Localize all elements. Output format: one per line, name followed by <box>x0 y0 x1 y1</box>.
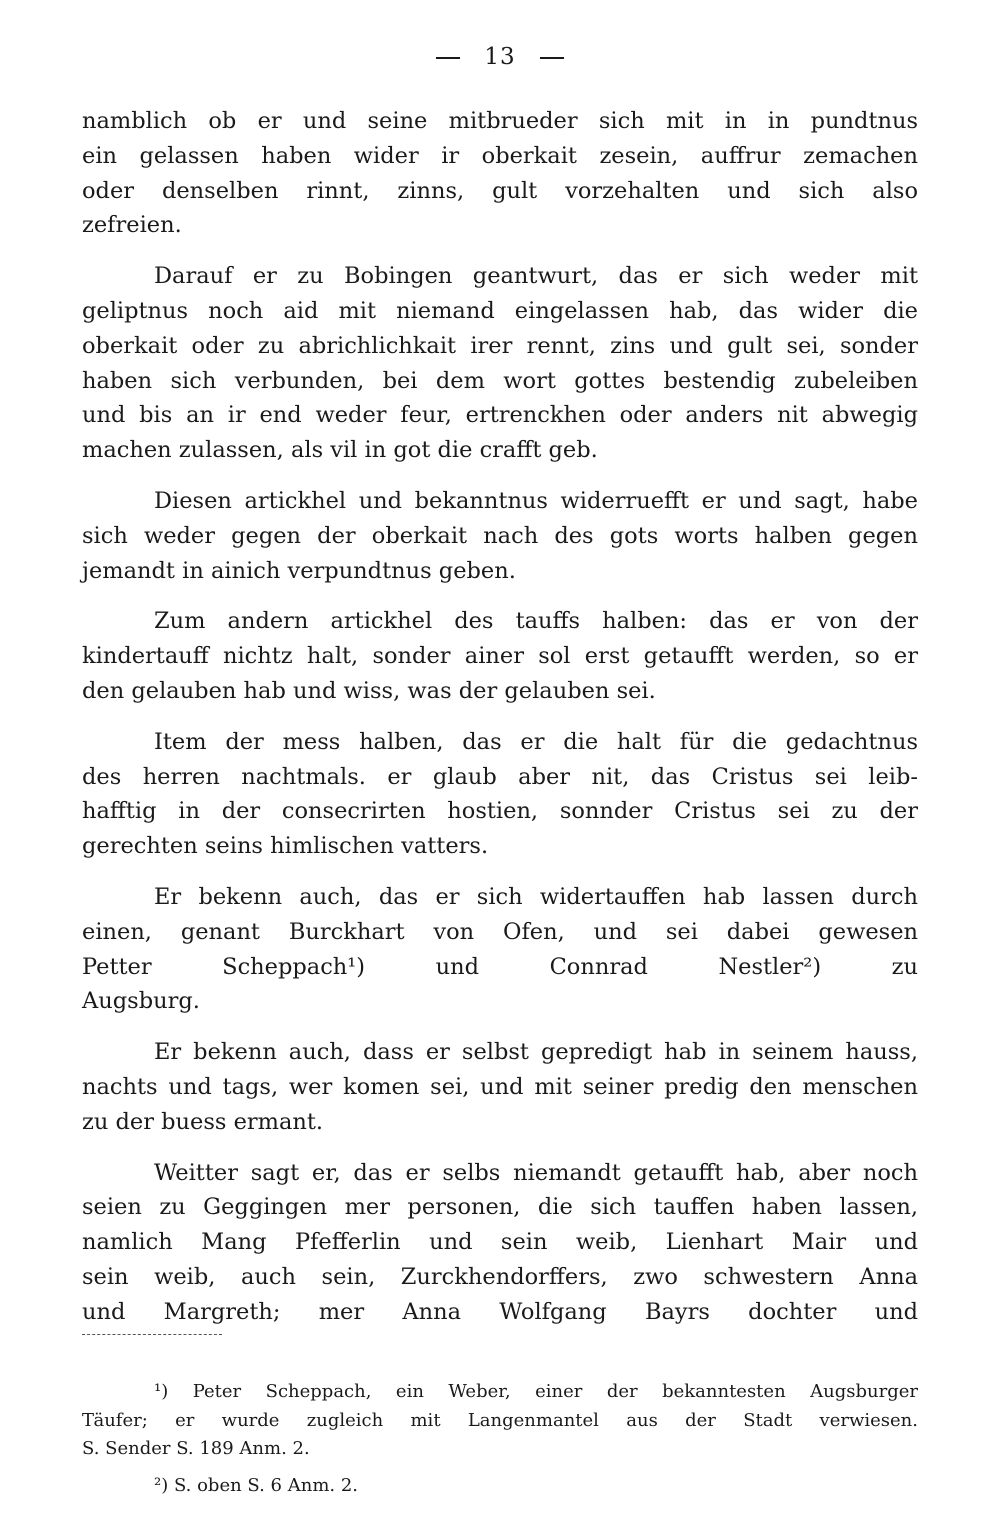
text-line: geliptnus noch aid mit niemand eingelassen hab, das wider die <box>82 297 918 324</box>
body-text <box>82 104 918 1346</box>
text-line: namblich ob er und seine mitbrueder sich mit in in pundtnus <box>82 108 918 134</box>
text-line: nachts und tags, wer komen sei, und mit seiner predig den menschen <box>82 1073 918 1100</box>
paragraph <box>82 1035 918 1139</box>
left-dash <box>436 57 460 59</box>
text-line: zu der buess ermant. <box>82 1108 324 1135</box>
text-line: ein gelassen haben wider ir oberkait zesein, auffrur zemachen <box>82 142 918 169</box>
paragraph <box>82 604 918 708</box>
text-line: einen, genant Burckhart von Ofen, und sei dabei gewesen <box>82 918 918 945</box>
text-line: Item der mess halben, das er die halt für die gedachtnus <box>154 728 918 755</box>
footnotes <box>82 1378 918 1500</box>
footnote-line: ²) S. oben S. 6 Anm. 2. <box>154 1474 359 1496</box>
page-header <box>0 44 1000 70</box>
text-line: und bis an ir end weder feur, ertrenckhen oder anders nit abwegig <box>82 402 918 429</box>
text-line: Zum andern artickhel des tauffs halben: das er von der <box>154 608 918 635</box>
text-line: sich weder gegen der oberkait nach des gots worts halben gegen <box>82 522 918 549</box>
text-line: machen zulassen, als vil in got die crafft geb. <box>82 437 598 464</box>
footnote-line: ¹) Peter Scheppach, ein Weber, einer der bekanntesten Augsburger <box>154 1381 918 1402</box>
paragraph <box>82 484 918 588</box>
text-line: Darauf er zu Bobingen geantwurt, das er sich weder mit <box>154 263 918 290</box>
text-line: oder denselben rinnt, zinns, gult vorzehalten und sich also <box>82 177 918 204</box>
text-line: seien zu Geggingen mer personen, die sich tauffen haben lassen, <box>82 1194 918 1221</box>
text-line: oberkait oder zu abrichlichkait irer rennt, zins und gult sei, sonder <box>82 332 918 359</box>
text-line: Augsburg. <box>82 988 200 1015</box>
text-line: kindertauff nichtz halt, sonder ainer sol erst getaufft werden, so er <box>82 643 918 670</box>
page-number: 13 <box>484 44 516 70</box>
text-line: hafftig in der consecrirten hostien, sonnder Cristus sei zu der <box>82 798 918 825</box>
text-line: sein weib, auch sein, Zurckhendorffers, zwo schwestern Anna <box>82 1263 918 1290</box>
paragraph <box>82 1156 918 1330</box>
text-line: jemandt in ainich verpundtnus geben. <box>82 557 516 584</box>
text-line: Diesen artickhel und bekanntnus widerruefft er und sagt, habe <box>154 487 918 514</box>
right-dash <box>540 57 564 59</box>
footnote-separator <box>82 1334 222 1335</box>
text-line: Weitter sagt er, das er selbs niemandt getaufft hab, aber noch <box>154 1159 918 1186</box>
footnote <box>82 1378 918 1464</box>
text-line: und Margreth; mer Anna Wolfgang Bayrs dochter und <box>82 1298 918 1325</box>
text-line: Er bekenn auch, dass er selbst gepredigt hab in seinem hauss, <box>154 1039 918 1066</box>
paragraph <box>82 259 918 468</box>
text-line: Petter Scheppach¹) und Connrad Nestler²) zu <box>82 953 918 980</box>
footnote-line: Täufer; er wurde zugleich mit Langenmantel aus der Stadt verwiesen. <box>82 1409 918 1431</box>
footnote-line: S. Sender S. 189 Anm. 2. <box>82 1438 310 1459</box>
text-line: haben sich verbunden, bei dem wort gottes bestendig zubeleiben <box>82 367 918 394</box>
text-line: den gelauben hab und wiss, was der gelauben sei. <box>82 677 656 704</box>
text-line: zefreien. <box>82 212 182 239</box>
text-line: Er bekenn auch, das er sich widertauffen hab lassen durch <box>154 883 918 910</box>
footnote <box>82 1472 918 1501</box>
text-line: des herren nachtmals. er glaub aber nit, das Cristus sei leib- <box>82 763 918 790</box>
paragraph <box>82 880 918 1019</box>
paragraph <box>82 104 918 243</box>
text-line: namlich Mang Pfefferlin und sein weib, Lienhart Mair und <box>82 1229 918 1256</box>
paragraph <box>82 725 918 864</box>
text-line: gerechten seins himlischen vatters. <box>82 833 489 860</box>
